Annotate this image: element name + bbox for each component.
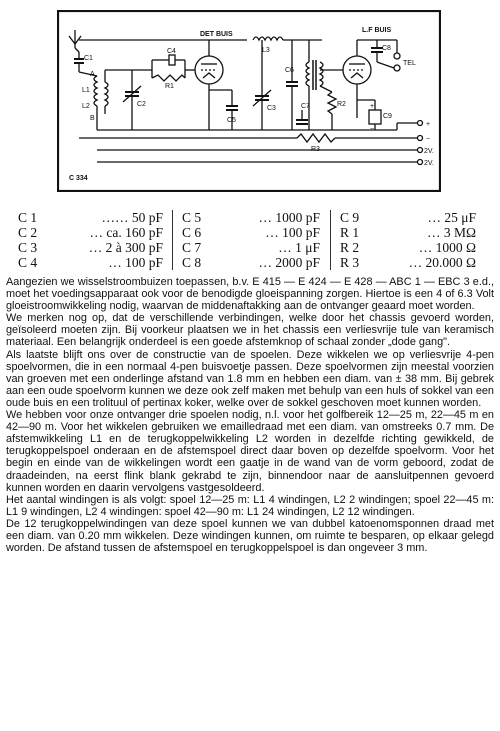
part-row: R 3 … 20.000 Ω (340, 255, 476, 270)
part-row: R 2 … 1000 Ω (340, 240, 476, 255)
label-c6: C6 (285, 67, 294, 74)
label-c2: C2 (137, 101, 146, 108)
label-tel: TEL (403, 60, 416, 67)
label-c8: C8 (382, 45, 391, 52)
part-row: C 7 … 1 μF (182, 240, 320, 255)
label-c9-plus: + (370, 103, 375, 110)
parts-column-3 (340, 210, 476, 270)
label-c7: C7 (301, 103, 310, 110)
label-det-buis: DET BUIS (200, 31, 233, 38)
resistor-r1 (152, 75, 185, 81)
label-c3: C3 (267, 105, 276, 112)
capacitor-c1 (74, 52, 84, 72)
label-c9-minus: − (370, 126, 375, 133)
figure-id: C 334 (69, 175, 88, 182)
paragraph: Aangezien we wisselstroombuizen toepassen, b.v. E 415 — E 424 — E 428 — ABC 1 — EBC 3 e.d., moet het voedingsapparaat ook voor de benodigde gloeispanning zorgen. Hiertoe is een 4 of 6.3 Volt gloeistroomwikkeling nodig, waarvan de middenaftakking aan de ontvanger geaard moet worden. (6, 276, 494, 313)
label-plus: + (426, 121, 431, 128)
label-c4: C4 (167, 48, 176, 55)
coil-l1 (94, 76, 97, 106)
part-row: C 4 … 100 pF (18, 255, 163, 270)
part-row: C 6 … 100 pF (182, 225, 320, 240)
column-divider (330, 210, 331, 270)
label-l2: L2 (82, 103, 90, 110)
capacitor-c2 (123, 70, 141, 130)
part-row: C 2 … ca. 160 pF (18, 225, 163, 240)
label-r2: R2 (337, 101, 346, 108)
capacitor-c7 (296, 110, 308, 124)
parts-list (18, 210, 488, 270)
resistor-r2 (328, 92, 336, 114)
capacitor-c6 (286, 40, 298, 130)
part-row: C 3 … 2 à 300 pF (18, 240, 163, 255)
paragraph: We hebben voor onze ontvanger drie spoelen nodig, n.l. voor het golfbereik 12—25 m, 22—45 m en 42—90 m. Voor het wikkelen gebruiken we emailledraad met een diam. van omstreeks 0.7 mm. De afstemwikkeling L1 en de terugkoppelwikkeling L2 worden in dezelfde richting gewikkeld, de terugkoppelspoel onderaan en de afstemspoel direct daar boven op dezelfde spoelvorm. Voor het begin en einde van de wikkelingen wordt een gaatje in de wand van de vorm geboord, zodat de draadeinden, na eerst flink blank gekrabd te zijn, binnendoor naar de aansluitpennen gevoerd kunnen worden en daarin vervolgens vastgesoldeerd. (6, 409, 494, 494)
label-r3: R3 (311, 146, 320, 153)
part-row: C 9 … 25 μF (340, 210, 476, 225)
article-body (6, 276, 494, 726)
supply-terminals (418, 121, 423, 165)
parts-column-2 (182, 210, 320, 270)
paragraph: De 12 terugkoppelwindingen van deze spoel kunnen we van dubbel katoenomsponnen draad met een diam. van 0.20 mm wikkelen. Deze windingen kunnen, om ruimte te besparen, op elkaar gelegd worden. De afstand tussen de afstemspoel en terugkoppelspoel is dan ongeveer 3 mm. (6, 517, 494, 555)
label-c9: C9 (383, 113, 392, 120)
column-divider (172, 210, 173, 270)
paragraph: We merken nog op, dat de verschillende verbindingen, welke door het chassis gevoerd worden, geïsoleerd moeten zijn. Bij voorkeur plaatsen we in het chassis een verliesvrije tule van keramisch materiaal. Een belangrijk onderdeel is een goede afstemknop of schaal zonder „dode gang". (6, 312, 494, 349)
circuit-schematic (57, 10, 441, 192)
label-c1: C1 (84, 55, 93, 62)
paragraph: Het aantal windingen is als volgt: spoel 12—25 m: L1 4 windingen, L2 2 windingen; spoel 22—45 m: L1 9 windingen, L2 4 windingen: spoel 42—90 m: L1 24 windingen, L2 12 windingen. (6, 493, 494, 518)
part-row: C 1 …… 50 pF (18, 210, 163, 225)
label-b: B (90, 115, 95, 122)
resistor-r3 (297, 134, 335, 142)
label-2v-b: 2V. (424, 160, 434, 167)
schematic-frame (58, 11, 440, 191)
label-r1: R1 (165, 83, 174, 90)
label-l3: L3 (262, 47, 270, 54)
label-lf-buis: L.F BUIS (362, 27, 392, 34)
part-row: C 5 … 1000 pF (182, 210, 320, 225)
label-minus: − (426, 136, 431, 143)
label-c5: C5 (227, 117, 236, 124)
capacitor-c5 (226, 90, 238, 130)
lf-tube (343, 56, 371, 84)
coil-l2 (105, 82, 108, 106)
part-row: R 1 … 3 MΩ (340, 225, 476, 240)
label-l1: L1 (82, 87, 90, 94)
label-2v-a: 2V. (424, 148, 434, 155)
coil-l3 (253, 37, 283, 40)
antenna-symbol (69, 30, 81, 52)
label-a: A (90, 71, 95, 78)
paragraph: Als laatste blijft ons over de constructie van de spoelen. Deze wikkelen we op verliesvrije 4-pen spoelvormen, die in een normaal 4-pen buisvoetje passen. Deze spoelvormen zijn meestal voorzien van groeven met een onderlinge afstand van 1.8 mm en hebben een diam. van ± 38 mm. Bij gebrek aan een oude spoelvorm kunnen we deze ook zelf maken met behulp van een huls of sokkel van een oude buis en een trolituul of pertinax koker, welke over de sokkel geschoven moet kunnen worden. (6, 348, 494, 409)
detector-tube (195, 56, 223, 84)
part-row: C 8 … 2000 pF (182, 255, 320, 270)
parts-column-1 (18, 210, 163, 270)
capacitor-c4 (162, 55, 185, 65)
